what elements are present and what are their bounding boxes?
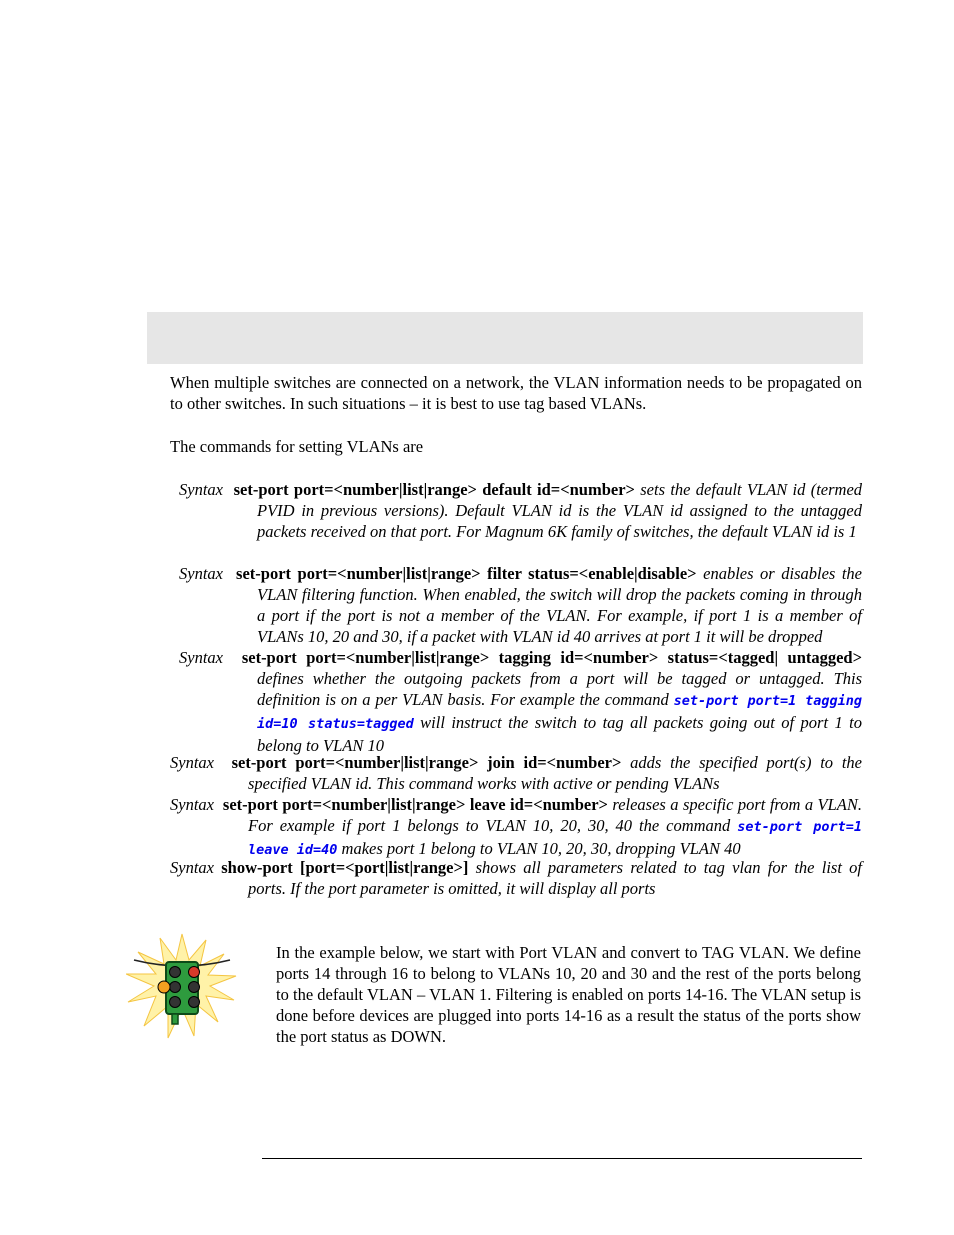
command-description-cont: makes port 1 belong to VLAN 10, 20, 30, dropping VLAN 40 <box>341 839 741 858</box>
command-text: set-port port=<number|list|range> join id=<number> <box>231 753 622 772</box>
intro-commands-line: The commands for setting VLANs are <box>170 437 424 456</box>
command-tagging <box>179 647 862 756</box>
footer-rule <box>262 1158 862 1159</box>
intro-paragraph: When multiple switches are connected on a network, the VLAN information needs to be propagated on to other switches. In such situations – it is best to use tag based VLANs. <box>170 373 862 413</box>
command-filter <box>179 563 862 647</box>
command-show-port <box>170 857 862 899</box>
light-lamp-red <box>189 967 200 978</box>
command-leave <box>170 794 862 861</box>
command-text: set-port port=<number|list|range> filter status=<enable|disable> <box>236 564 697 583</box>
syntax-label: Syntax <box>170 753 214 772</box>
light-lamp-amber <box>158 981 170 993</box>
command-example-code: set-port port=1 tagging id=10 status=tagged <box>257 693 863 732</box>
traffic-light-icon <box>126 932 238 1042</box>
command-join <box>170 752 862 794</box>
syntax-label: Syntax <box>170 858 214 877</box>
command-description-cont: will instruct the switch to tag all packets going out of port 1 to belong to VLAN 10 <box>257 713 862 755</box>
command-text: set-port port=<number|list|range> tagging id=<number> status=<tagged| untagged> <box>241 648 863 667</box>
command-text: set-port port=<number|list|range> leave id=<number> <box>222 795 608 814</box>
syntax-label: Syntax <box>179 480 223 499</box>
command-description: defines whether the outgoing packets from a port will be tagged or untagged. This definition is on a per VLAN basis. For example the command <box>257 669 862 709</box>
command-default-id <box>179 479 862 542</box>
light-lamp-left-top <box>170 967 181 978</box>
light-lamp-left-mid <box>170 982 181 993</box>
syntax-label: Syntax <box>179 648 223 667</box>
command-description: releases a specific port from a VLAN. For example if port 1 belongs to VLAN 10, 20, 30, 40 the command <box>248 795 863 835</box>
light-lamp-right-bottom <box>189 997 200 1008</box>
syntax-label: Syntax <box>179 564 223 583</box>
command-description: sets the default VLAN id (termed PVID in previous versions). Default VLAN id is the VLAN id assigned to the untagged packets received on that port. For Magnum 6K family of switches, the default VLAN id is 1 <box>257 480 863 541</box>
command-description: enables or disables the VLAN filtering function. When enabled, the switch will drop the packets coming in through a port if the port is not a member of the VLAN. For example, if port 1 is a member of VLANs 10, 20 and 30, if a packet with VLAN id 40 arrives at port 1 it will be dropped <box>257 564 863 646</box>
light-lamp-right-mid <box>189 982 200 993</box>
command-description: adds the specified port(s) to the specified VLAN id. This command works with active or pending VLANs <box>248 753 863 793</box>
command-text: set-port port=<number|list|range> default id=<number> <box>233 480 635 499</box>
light-post <box>172 1014 178 1024</box>
syntax-label: Syntax <box>170 795 214 814</box>
command-text: show-port [port=<port|list|range>] <box>221 858 469 877</box>
tip-paragraph: In the example below, we start with Port VLAN and convert to TAG VLAN. We define ports 14 through 16 to belong to VLANs 10, 20 and 30 and the rest of the ports belong to the default VLAN – VLAN 1. Filtering is enabled on ports 14-16. The VLAN setup is done before devices are plugged into ports 14-16 as a result the status of the ports show the port status as DOWN. <box>276 943 861 1046</box>
light-lamp-left-bottom <box>170 997 181 1008</box>
section-heading-band <box>147 312 863 364</box>
command-description: shows all parameters related to tag vlan for the list of ports. If the port parameter is omitted, it will display all ports <box>248 858 862 898</box>
command-example-code: set-port port=1 leave id=40 <box>248 819 862 858</box>
